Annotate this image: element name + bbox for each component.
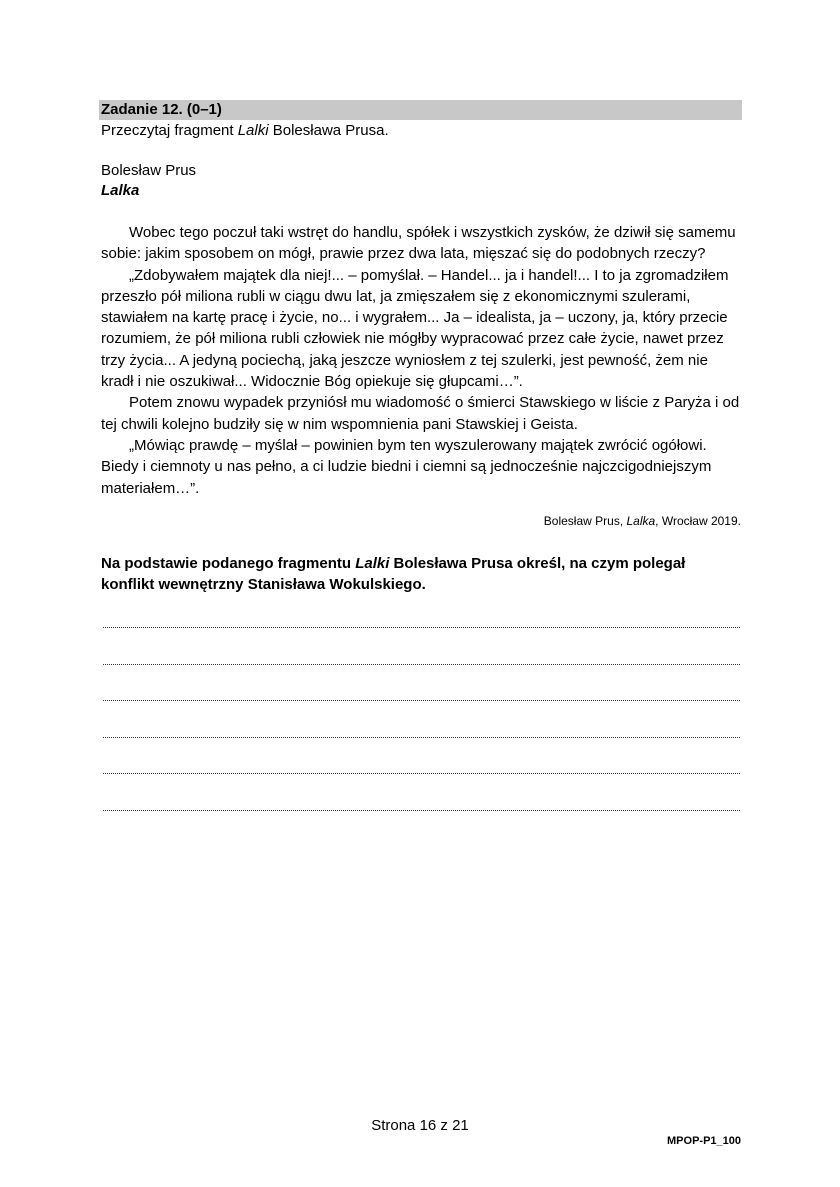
excerpt-paragraph: Potem znowu wypadek przyniósł mu wiadomość o śmierci Stawskiego w liście z Paryża i od tej chwili kolejno budziły się w nim wspomnienia pani Stawskiej i Geista. — [101, 394, 740, 433]
excerpt-author: Bolesław Prus — [101, 162, 197, 179]
source-text-after: , Wrocław 2019. — [655, 514, 741, 528]
answer-line[interactable] — [103, 701, 740, 738]
answer-line[interactable] — [103, 738, 740, 775]
instruction-title-italic: Lalki — [237, 122, 269, 139]
task-question — [101, 553, 741, 595]
question-text-after: Bolesława Prusa określ, na czym polegał konflikt wewnętrzny Stanisława Wokulskiego. — [101, 555, 686, 593]
answer-line[interactable] — [103, 774, 740, 811]
answer-line[interactable] — [103, 620, 740, 628]
excerpt-paragraph: Wobec tego poczuł taki wstręt do handlu, spółek i wszystkich zysków, że dziwił się samemu sobie: jakim sposobem on mógł, prawie przez dwa lata, mięszać się do podobnych rzeczy? — [101, 224, 736, 263]
question-title-italic: Lalki — [355, 555, 390, 572]
exam-code: MPOP-P1_100 — [667, 1135, 741, 1147]
answer-area[interactable] — [103, 620, 740, 811]
excerpt-title: Lalka — [101, 182, 140, 199]
question-text-before: Na podstawie podanego fragmentu — [101, 555, 356, 572]
excerpt-paragraph: „Zdobywałem majątek dla niej!... – pomyślał. – Handel... ja i handel!... I to ja zgromadziłem przeszło pół miliona rubli w ciągu dwu lat, ja zmięszałem się z ekonomicznymi szulerami, stawiałem na kartę pracę i życie, no... i wygrałem... Ja – idealista, ja – uczony, ja, który przecie rozumiem, że pół miliona rubli człowiek nie mógłby wypracować przez całe życie, nawet przez trzy życia... A jedyną pociechą, jaką jeszcze wyniosłem z tej szulerki, jest pewność, żem nie kradł i nie oszukiwał... Widocznie Bóg opiekuje się głupcami…”. — [101, 266, 729, 391]
instruction-text-after: Bolesława Prusa. — [268, 122, 389, 139]
source-citation — [544, 513, 741, 529]
task-header: Zadanie 12. (0–1) — [99, 100, 742, 120]
answer-line[interactable] — [103, 628, 740, 665]
task-instruction — [101, 121, 389, 141]
source-text-before: Bolesław Prus, — [543, 514, 627, 528]
excerpt-paragraph: „Mówiąc prawdę – myślał – powinien bym ten wyszulerowany majątek zwrócić ogółowi. Biedy i ciemnoty u nas pełno, a ci ludzie biedni i ciemni są jednocześnie najczcigodniejszym materiałem…”. — [101, 436, 712, 497]
excerpt-text — [101, 222, 741, 499]
instruction-text-before: Przeczytaj fragment — [101, 122, 238, 139]
answer-line[interactable] — [103, 665, 740, 702]
source-title-italic: Lalka — [626, 514, 656, 528]
page-number: Strona 16 z 21 — [371, 1117, 469, 1134]
